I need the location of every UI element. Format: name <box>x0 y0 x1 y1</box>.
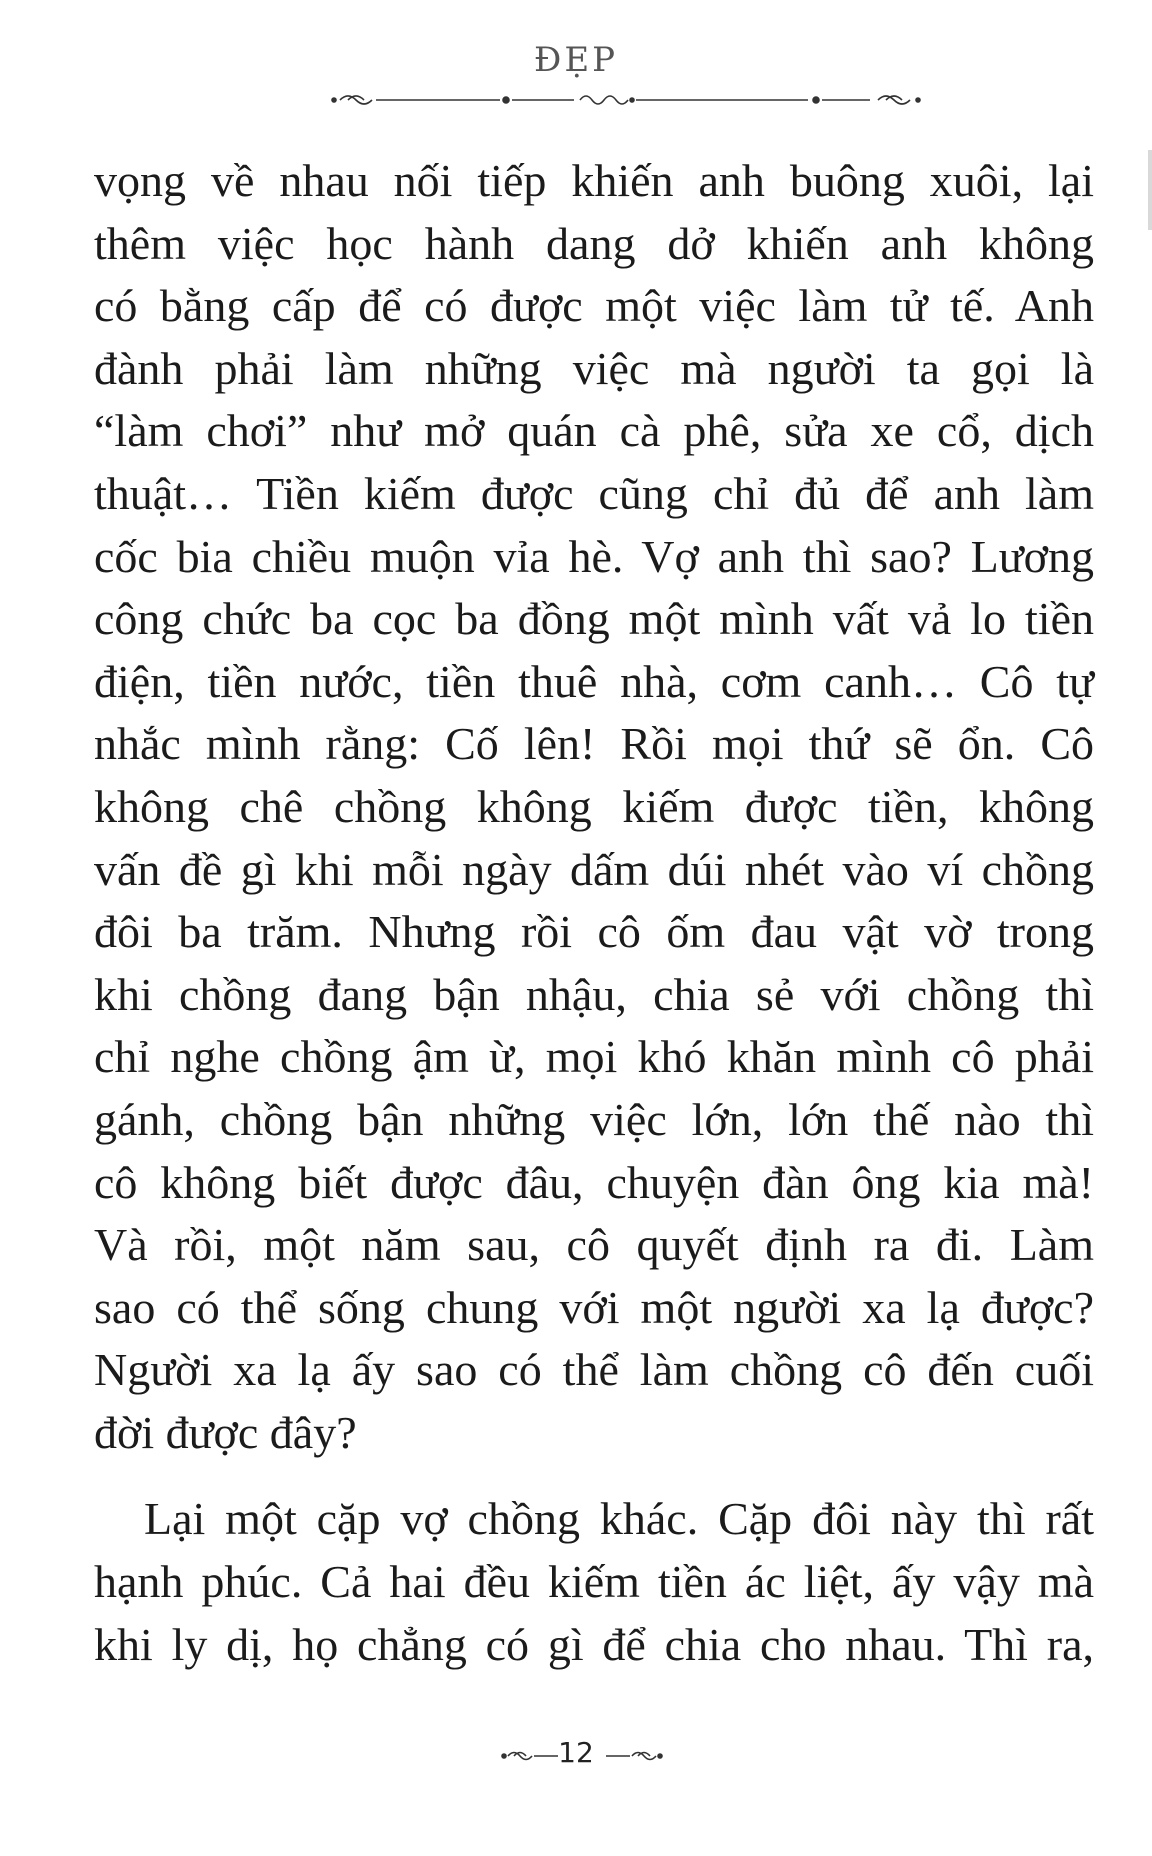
footer-ornament-right <box>604 1744 664 1768</box>
text-line: đời được đây? <box>94 1406 357 1458</box>
text-line: thêm việc học hành dang dở khiến anh không <box>94 217 1094 269</box>
text-line: sao có thể sống chung với một người xa lạ được? <box>94 1281 1094 1333</box>
paragraph <box>94 150 1094 1464</box>
body-text <box>94 150 1094 1676</box>
text-line: đôi ba trăm. Nhưng rồi cô ốm đau vật vờ trong <box>94 906 1094 958</box>
text-line: vấn đề gì khi mỗi ngày dấm dúi nhét vào ví chồng <box>94 843 1094 895</box>
text-line: không chê chồng không kiếm được tiền, không <box>94 780 1094 832</box>
text-line: đành phải làm những việc mà người ta gọi là <box>94 342 1094 394</box>
page-number: 12 <box>558 1736 594 1769</box>
text-line: thuật… Tiền kiếm được cũng chỉ đủ để anh làm <box>94 467 1094 519</box>
text-line: cô không biết được đâu, chuyện đàn ông kia mà! <box>94 1156 1094 1208</box>
text-line: khi chồng đang bận nhậu, chia sẻ với chồng thì <box>94 968 1094 1020</box>
text-line: khi ly dị, họ chẳng có gì để chia cho nhau. Thì ra, <box>94 1618 1094 1670</box>
text-line: có bằng cấp để có được một việc làm tử tế. Anh <box>94 280 1094 332</box>
text-line: vọng về nhau nối tiếp khiến anh buông xuôi, lại <box>94 155 1094 206</box>
running-header-title: ĐẸP <box>533 40 619 80</box>
page-footer <box>0 1736 1152 1776</box>
text-line: Người xa lạ ấy sao có thể làm chồng cô đến cuối <box>94 1344 1094 1396</box>
text-line: “làm chơi” như mở quán cà phê, sửa xe cổ, dịch <box>94 405 1094 457</box>
text-line: điện, tiền nước, tiền thuê nhà, cơm canh… Cô tự <box>94 655 1094 707</box>
text-line: chỉ nghe chồng ậm ừ, mọi khó khăn mình cô phải <box>94 1031 1094 1083</box>
text-line: Và rồi, một năm sau, cô quyết định ra đi. Làm <box>94 1219 1094 1271</box>
page-edge-mark <box>1148 150 1152 230</box>
text-line: công chức ba cọc ba đồng một mình vất vả lo tiền <box>94 593 1094 645</box>
header-ornament <box>330 86 930 114</box>
paragraph <box>94 1488 1094 1676</box>
text-line: hạnh phúc. Cả hai đều kiếm tiền ác liệt, ấy vậy mà <box>94 1556 1094 1608</box>
paragraph-gap <box>94 1464 1094 1488</box>
text-line: nhắc mình rằng: Cố lên! Rồi mọi thứ sẽ ổn. Cô <box>94 718 1094 770</box>
text-line: Lại một cặp vợ chồng khác. Cặp đôi này thì rất <box>144 1493 1094 1545</box>
text-line: cốc bia chiều muộn vỉa hè. Vợ anh thì sao? Lương <box>94 530 1094 582</box>
text-line: gánh, chồng bận những việc lớn, lớn thế nào thì <box>94 1093 1094 1145</box>
